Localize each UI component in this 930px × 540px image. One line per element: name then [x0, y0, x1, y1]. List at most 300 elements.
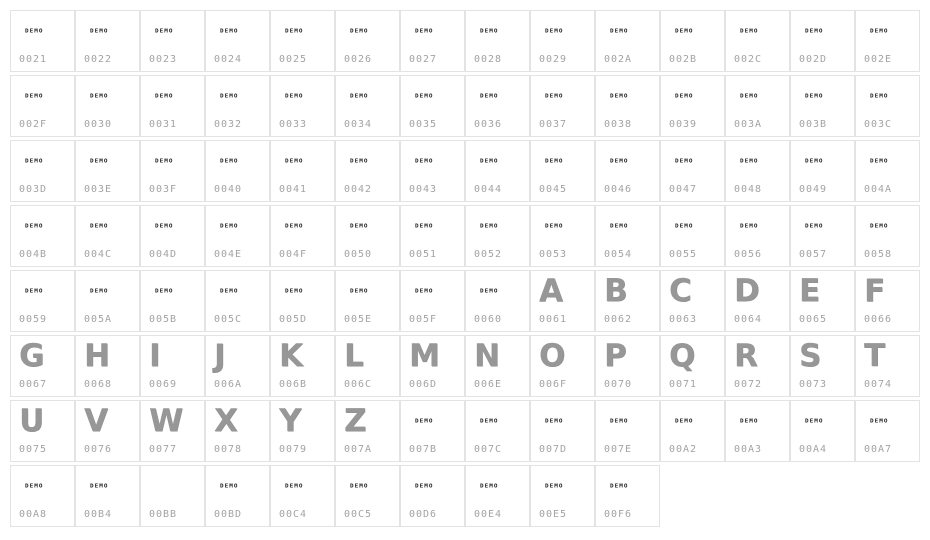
- demo-watermark: DEMO: [740, 28, 759, 34]
- code-label: 002D: [799, 54, 828, 65]
- code-label: 00F6: [604, 509, 633, 520]
- glyph-cell[interactable]: [465, 140, 530, 202]
- glyph-cell[interactable]: [400, 335, 465, 397]
- glyph-cell[interactable]: [400, 400, 465, 462]
- glyph-letter: U: [19, 403, 44, 439]
- glyph-cell[interactable]: [140, 140, 205, 202]
- glyph-cell[interactable]: [660, 400, 725, 462]
- code-label: 004C: [84, 249, 113, 260]
- code-label: 0068: [84, 379, 113, 390]
- code-label: 00A4: [799, 444, 828, 455]
- glyph-cell[interactable]: [400, 270, 465, 332]
- demo-watermark: DEMO: [25, 483, 44, 489]
- code-label: 0071: [669, 379, 698, 390]
- glyph-cell[interactable]: [465, 335, 530, 397]
- code-label: 00C4: [279, 509, 308, 520]
- demo-watermark: DEMO: [285, 483, 304, 489]
- glyph-cell[interactable]: [855, 10, 920, 72]
- glyph-cell[interactable]: [140, 205, 205, 267]
- glyph-cell[interactable]: [595, 10, 660, 72]
- glyph-letter: W: [149, 403, 183, 439]
- code-label: 004A: [864, 184, 893, 195]
- glyph-cell[interactable]: [75, 400, 140, 462]
- code-label: 006F: [539, 379, 568, 390]
- demo-watermark: DEMO: [740, 223, 759, 229]
- glyph-letter: M: [409, 338, 439, 374]
- glyph-letter: Z: [344, 403, 366, 439]
- demo-watermark: DEMO: [220, 158, 239, 164]
- glyph-cell[interactable]: [790, 10, 855, 72]
- demo-watermark: DEMO: [805, 418, 824, 424]
- glyph-cell[interactable]: [725, 400, 790, 462]
- glyph-cell[interactable]: [400, 465, 465, 527]
- glyph-cell[interactable]: [75, 335, 140, 397]
- glyph-cell[interactable]: [465, 400, 530, 462]
- glyph-cell[interactable]: [335, 75, 400, 137]
- demo-watermark: DEMO: [805, 93, 824, 99]
- glyph-cell[interactable]: [660, 10, 725, 72]
- demo-watermark: DEMO: [415, 418, 434, 424]
- code-label: 0070: [604, 379, 633, 390]
- glyph-cell[interactable]: [270, 465, 335, 527]
- code-label: 0044: [474, 184, 503, 195]
- glyph-letter: Q: [669, 338, 695, 374]
- demo-watermark: DEMO: [25, 223, 44, 229]
- glyph-letter: B: [604, 273, 627, 309]
- glyph-cell[interactable]: [205, 140, 270, 202]
- code-label: 007D: [539, 444, 568, 455]
- code-label: 0045: [539, 184, 568, 195]
- demo-watermark: DEMO: [25, 93, 44, 99]
- code-label: 0029: [539, 54, 568, 65]
- demo-watermark: DEMO: [480, 158, 499, 164]
- demo-watermark: DEMO: [90, 223, 109, 229]
- code-label: 0056: [734, 249, 763, 260]
- code-label: 0054: [604, 249, 633, 260]
- glyph-letter: J: [214, 338, 225, 374]
- code-label: 002A: [604, 54, 633, 65]
- glyph-letter: C: [669, 273, 691, 309]
- demo-watermark: DEMO: [25, 158, 44, 164]
- code-label: 0059: [19, 314, 48, 325]
- glyph-cell[interactable]: [335, 270, 400, 332]
- demo-watermark: DEMO: [610, 28, 629, 34]
- demo-watermark: DEMO: [675, 93, 694, 99]
- demo-watermark: DEMO: [480, 483, 499, 489]
- demo-watermark: DEMO: [90, 483, 109, 489]
- demo-watermark: DEMO: [740, 158, 759, 164]
- glyph-cell[interactable]: [75, 75, 140, 137]
- glyph-letter: A: [539, 273, 562, 309]
- glyph-cell[interactable]: [270, 75, 335, 137]
- code-label: 00A8: [19, 509, 48, 520]
- demo-watermark: DEMO: [350, 483, 369, 489]
- code-label: 006D: [409, 379, 438, 390]
- demo-watermark: DEMO: [155, 223, 174, 229]
- code-label: 0046: [604, 184, 633, 195]
- glyph-cell[interactable]: [270, 270, 335, 332]
- code-label: 0064: [734, 314, 763, 325]
- demo-watermark: DEMO: [90, 158, 109, 164]
- glyph-cell[interactable]: [855, 205, 920, 267]
- demo-watermark: DEMO: [90, 28, 109, 34]
- demo-watermark: DEMO: [415, 158, 434, 164]
- glyph-cell[interactable]: [75, 205, 140, 267]
- code-label: 002E: [864, 54, 893, 65]
- code-label: 005A: [84, 314, 113, 325]
- demo-watermark: DEMO: [610, 418, 629, 424]
- glyph-letter: S: [799, 338, 821, 374]
- demo-watermark: DEMO: [870, 158, 889, 164]
- glyph-cell[interactable]: [660, 270, 725, 332]
- code-label: 0062: [604, 314, 633, 325]
- code-label: 004B: [19, 249, 48, 260]
- demo-watermark: DEMO: [480, 93, 499, 99]
- glyph-letter: G: [19, 338, 44, 374]
- glyph-cell[interactable]: [855, 140, 920, 202]
- glyph-cell[interactable]: [725, 335, 790, 397]
- code-label: 0021: [19, 54, 48, 65]
- glyph-letter: Y: [279, 403, 301, 439]
- code-label: 005E: [344, 314, 373, 325]
- code-label: 0052: [474, 249, 503, 260]
- code-label: 003F: [149, 184, 178, 195]
- code-label: 0050: [344, 249, 373, 260]
- code-label: 006E: [474, 379, 503, 390]
- glyph-cell[interactable]: [855, 335, 920, 397]
- glyph-cell[interactable]: [855, 400, 920, 462]
- demo-watermark: DEMO: [25, 28, 44, 34]
- glyph-cell[interactable]: [530, 205, 595, 267]
- glyph-cell[interactable]: [530, 270, 595, 332]
- code-label: 0061: [539, 314, 568, 325]
- code-label: 006A: [214, 379, 243, 390]
- code-label: 002B: [669, 54, 698, 65]
- glyph-cell[interactable]: [465, 270, 530, 332]
- glyph-cell[interactable]: [205, 270, 270, 332]
- code-label: 0065: [799, 314, 828, 325]
- glyph-cell[interactable]: [205, 335, 270, 397]
- demo-watermark: DEMO: [285, 28, 304, 34]
- code-label: 0042: [344, 184, 373, 195]
- glyph-cell[interactable]: [595, 205, 660, 267]
- glyph-cell[interactable]: [790, 205, 855, 267]
- glyph-cell[interactable]: [270, 205, 335, 267]
- demo-watermark: DEMO: [675, 28, 694, 34]
- demo-watermark: DEMO: [545, 418, 564, 424]
- demo-watermark: DEMO: [610, 93, 629, 99]
- glyph-cell[interactable]: [855, 270, 920, 332]
- glyph-cell[interactable]: [660, 335, 725, 397]
- glyph-cell[interactable]: [140, 10, 205, 72]
- code-label: 00E5: [539, 509, 568, 520]
- code-label: 0051: [409, 249, 438, 260]
- code-label: 0025: [279, 54, 308, 65]
- glyph-cell[interactable]: [465, 10, 530, 72]
- demo-watermark: DEMO: [480, 418, 499, 424]
- glyph-cell[interactable]: [465, 75, 530, 137]
- code-label: 0057: [799, 249, 828, 260]
- glyph-cell[interactable]: [335, 400, 400, 462]
- glyph-cell[interactable]: [465, 205, 530, 267]
- glyph-cell[interactable]: [790, 75, 855, 137]
- code-label: 0024: [214, 54, 243, 65]
- code-label: 004D: [149, 249, 178, 260]
- demo-watermark: DEMO: [545, 158, 564, 164]
- demo-watermark: DEMO: [870, 28, 889, 34]
- glyph-cell[interactable]: [725, 75, 790, 137]
- glyph-cell[interactable]: [75, 270, 140, 332]
- code-label: 00BD: [214, 509, 243, 520]
- demo-watermark: DEMO: [805, 223, 824, 229]
- demo-watermark: DEMO: [870, 223, 889, 229]
- code-label: 0048: [734, 184, 763, 195]
- code-label: 00A3: [734, 444, 763, 455]
- code-label: 0049: [799, 184, 828, 195]
- code-label: 0026: [344, 54, 373, 65]
- code-label: 00E4: [474, 509, 503, 520]
- demo-watermark: DEMO: [610, 223, 629, 229]
- demo-watermark: DEMO: [740, 418, 759, 424]
- glyph-cell[interactable]: [140, 270, 205, 332]
- code-label: 0031: [149, 119, 178, 130]
- code-label: 0053: [539, 249, 568, 260]
- code-label: 00D6: [409, 509, 438, 520]
- demo-watermark: DEMO: [220, 288, 239, 294]
- demo-watermark: DEMO: [415, 28, 434, 34]
- glyph-cell[interactable]: [10, 75, 75, 137]
- demo-watermark: DEMO: [155, 158, 174, 164]
- glyph-cell[interactable]: [660, 205, 725, 267]
- code-label: 0078: [214, 444, 243, 455]
- demo-watermark: DEMO: [155, 288, 174, 294]
- demo-watermark: DEMO: [545, 223, 564, 229]
- code-label: 0067: [19, 379, 48, 390]
- glyph-letter: K: [279, 338, 303, 374]
- code-label: 0034: [344, 119, 373, 130]
- code-label: 0028: [474, 54, 503, 65]
- demo-watermark: DEMO: [415, 93, 434, 99]
- demo-watermark: DEMO: [610, 158, 629, 164]
- glyph-cell[interactable]: [335, 465, 400, 527]
- code-label: 007E: [604, 444, 633, 455]
- code-label: 0035: [409, 119, 438, 130]
- glyph-cell[interactable]: [790, 270, 855, 332]
- glyph-cell[interactable]: [75, 10, 140, 72]
- code-label: 007B: [409, 444, 438, 455]
- glyph-cell[interactable]: [530, 465, 595, 527]
- demo-watermark: DEMO: [480, 288, 499, 294]
- code-label: 0063: [669, 314, 698, 325]
- glyph-cell[interactable]: [270, 10, 335, 72]
- demo-watermark: DEMO: [90, 288, 109, 294]
- glyph-cell[interactable]: [530, 10, 595, 72]
- demo-watermark: DEMO: [285, 288, 304, 294]
- demo-watermark: DEMO: [155, 28, 174, 34]
- glyph-cell[interactable]: [400, 75, 465, 137]
- glyph-cell[interactable]: [465, 465, 530, 527]
- glyph-letter: T: [864, 338, 885, 374]
- glyph-cell[interactable]: [205, 400, 270, 462]
- glyph-cell[interactable]: [205, 75, 270, 137]
- glyph-cell[interactable]: [10, 140, 75, 202]
- glyph-cell[interactable]: [270, 140, 335, 202]
- glyph-cell[interactable]: [140, 465, 205, 527]
- code-label: 0069: [149, 379, 178, 390]
- glyph-cell[interactable]: [725, 270, 790, 332]
- demo-watermark: DEMO: [350, 28, 369, 34]
- demo-watermark: DEMO: [480, 223, 499, 229]
- code-label: 004F: [279, 249, 308, 260]
- glyph-cell[interactable]: [205, 10, 270, 72]
- code-label: 0047: [669, 184, 698, 195]
- demo-watermark: DEMO: [545, 483, 564, 489]
- glyph-cell[interactable]: [790, 400, 855, 462]
- glyph-cell[interactable]: [10, 205, 75, 267]
- code-label: 00A2: [669, 444, 698, 455]
- glyph-cell[interactable]: [140, 335, 205, 397]
- glyph-cell[interactable]: [10, 10, 75, 72]
- code-label: 004E: [214, 249, 243, 260]
- demo-watermark: DEMO: [415, 483, 434, 489]
- code-label: 00B4: [84, 509, 113, 520]
- glyph-cell[interactable]: [270, 335, 335, 397]
- glyph-cell[interactable]: [725, 140, 790, 202]
- code-label: 0023: [149, 54, 178, 65]
- code-label: 0073: [799, 379, 828, 390]
- code-label: 0060: [474, 314, 503, 325]
- glyph-cell[interactable]: [335, 10, 400, 72]
- glyph-cell[interactable]: [10, 335, 75, 397]
- glyph-cell[interactable]: [530, 335, 595, 397]
- glyph-letter: O: [539, 338, 565, 374]
- code-label: 007A: [344, 444, 373, 455]
- code-label: 0075: [19, 444, 48, 455]
- code-label: 0030: [84, 119, 113, 130]
- code-label: 0076: [84, 444, 113, 455]
- glyph-cell[interactable]: [595, 75, 660, 137]
- glyph-letter: D: [734, 273, 759, 309]
- glyph-cell[interactable]: [595, 465, 660, 527]
- code-label: 0032: [214, 119, 243, 130]
- glyph-cell[interactable]: [335, 140, 400, 202]
- glyph-cell[interactable]: [205, 465, 270, 527]
- demo-watermark: DEMO: [675, 418, 694, 424]
- glyph-letter: V: [84, 403, 107, 439]
- code-label: 007C: [474, 444, 503, 455]
- demo-watermark: DEMO: [805, 158, 824, 164]
- code-label: 005C: [214, 314, 243, 325]
- glyph-cell[interactable]: [335, 205, 400, 267]
- demo-watermark: DEMO: [675, 158, 694, 164]
- demo-watermark: DEMO: [90, 93, 109, 99]
- code-label: 00C5: [344, 509, 373, 520]
- demo-watermark: DEMO: [220, 28, 239, 34]
- glyph-cell[interactable]: [595, 400, 660, 462]
- demo-watermark: DEMO: [155, 93, 174, 99]
- demo-watermark: DEMO: [415, 223, 434, 229]
- demo-watermark: DEMO: [350, 223, 369, 229]
- demo-watermark: DEMO: [675, 223, 694, 229]
- code-label: 0066: [864, 314, 893, 325]
- glyph-cell[interactable]: [530, 400, 595, 462]
- demo-watermark: DEMO: [610, 483, 629, 489]
- glyph-cell[interactable]: [855, 75, 920, 137]
- glyph-cell[interactable]: [400, 140, 465, 202]
- demo-watermark: DEMO: [350, 93, 369, 99]
- code-label: 00BB: [149, 509, 178, 520]
- glyph-cell[interactable]: [595, 140, 660, 202]
- glyph-cell[interactable]: [205, 205, 270, 267]
- glyph-cell[interactable]: [140, 75, 205, 137]
- glyph-cell[interactable]: [75, 465, 140, 527]
- character-map-grid: [10, 10, 920, 527]
- glyph-cell[interactable]: [400, 205, 465, 267]
- code-label: 003E: [84, 184, 113, 195]
- glyph-cell[interactable]: [75, 140, 140, 202]
- demo-watermark: DEMO: [870, 418, 889, 424]
- glyph-cell[interactable]: [10, 465, 75, 527]
- code-label: 005D: [279, 314, 308, 325]
- demo-watermark: DEMO: [285, 223, 304, 229]
- glyph-cell[interactable]: [400, 10, 465, 72]
- glyph-cell[interactable]: [270, 400, 335, 462]
- code-label: 002F: [19, 119, 48, 130]
- glyph-cell[interactable]: [595, 335, 660, 397]
- code-label: 0037: [539, 119, 568, 130]
- glyph-cell[interactable]: [530, 140, 595, 202]
- glyph-cell[interactable]: [335, 335, 400, 397]
- code-label: 0079: [279, 444, 308, 455]
- demo-watermark: DEMO: [870, 93, 889, 99]
- code-label: 003D: [19, 184, 48, 195]
- demo-watermark: DEMO: [415, 288, 434, 294]
- glyph-cell[interactable]: [595, 270, 660, 332]
- glyph-cell[interactable]: [725, 10, 790, 72]
- glyph-cell[interactable]: [10, 270, 75, 332]
- code-label: 0027: [409, 54, 438, 65]
- code-label: 006C: [344, 379, 373, 390]
- demo-watermark: DEMO: [350, 158, 369, 164]
- glyph-cell[interactable]: [10, 400, 75, 462]
- code-label: 0072: [734, 379, 763, 390]
- glyph-cell[interactable]: [660, 140, 725, 202]
- glyph-cell[interactable]: [790, 335, 855, 397]
- glyph-letter: I: [149, 338, 160, 374]
- code-label: 0022: [84, 54, 113, 65]
- glyph-cell[interactable]: [790, 140, 855, 202]
- glyph-letter: H: [84, 338, 109, 374]
- glyph-cell[interactable]: [660, 75, 725, 137]
- code-label: 003C: [864, 119, 893, 130]
- demo-watermark: DEMO: [220, 483, 239, 489]
- code-label: 003B: [799, 119, 828, 130]
- code-label: 005B: [149, 314, 178, 325]
- code-label: 006B: [279, 379, 308, 390]
- demo-watermark: DEMO: [350, 288, 369, 294]
- code-label: 0038: [604, 119, 633, 130]
- code-label: 005F: [409, 314, 438, 325]
- demo-watermark: DEMO: [545, 93, 564, 99]
- glyph-letter: L: [344, 338, 363, 374]
- code-label: 00A7: [864, 444, 893, 455]
- glyph-cell[interactable]: [725, 205, 790, 267]
- demo-watermark: DEMO: [25, 288, 44, 294]
- glyph-letter: N: [474, 338, 499, 374]
- glyph-cell[interactable]: [530, 75, 595, 137]
- code-label: 0043: [409, 184, 438, 195]
- glyph-cell[interactable]: [140, 400, 205, 462]
